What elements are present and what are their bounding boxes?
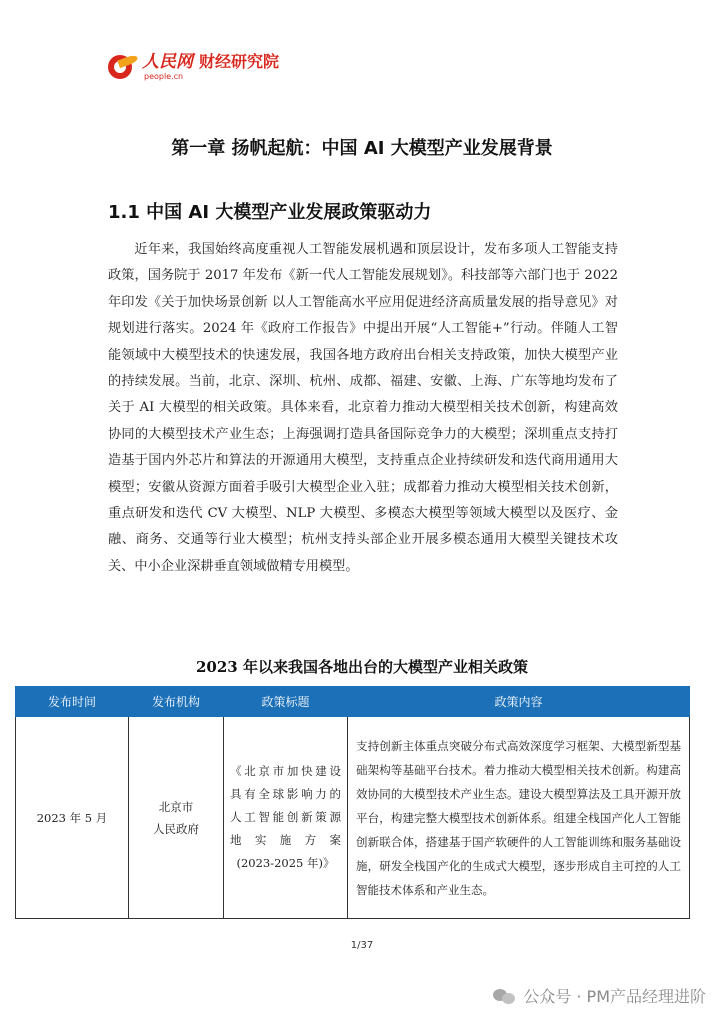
title-line: 《北京市加快建设 xyxy=(230,764,341,778)
header-content: 政策内容 xyxy=(348,687,690,717)
org-line: 人民政府 xyxy=(153,821,199,836)
table-row xyxy=(16,717,690,919)
logo-mark-icon xyxy=(108,54,134,80)
people-cn-logo xyxy=(108,52,279,82)
wechat-icon xyxy=(493,987,515,1005)
page-number: 1/37 xyxy=(350,940,374,951)
section-title: 1.1 中国 AI 大模型产业发展政策驱动力 xyxy=(108,202,432,223)
title-line: 地 实 施 方 案 xyxy=(230,833,341,847)
title-line: (2023-2025 年)》 xyxy=(236,856,335,870)
chapter-title: 第一章 扬帆起航：中国 AI 大模型产业发展背景 xyxy=(171,138,553,159)
table-caption: 2023 年以来我国各地出台的大模型产业相关政策 xyxy=(196,658,528,676)
title-line: 人工智能创新策源 xyxy=(230,810,341,824)
cell-policy-title xyxy=(224,717,348,919)
org-line: 北京市 xyxy=(158,799,194,814)
header-date: 发布时间 xyxy=(16,687,129,717)
logo-brand: 人民网 xyxy=(142,51,193,72)
header-title: 政策标题 xyxy=(224,687,348,717)
logo-url: people.cn xyxy=(144,71,184,81)
watermark-text: 公众号 · PM产品经理进阶 xyxy=(523,987,706,1006)
logo-subtitle: 财经研究院 xyxy=(199,51,280,71)
body-paragraph: 近年来，我国始终高度重视人工智能发展机遇和顶层设计，发布多项人工智能支持政策，国务院于 2017 年发布《新一代人工智能发展规划》。科技部等六部门也于 2022 年印发《关于加快场景创新 以人工智能高水平应用促进经济高质量发展的指导意见》对规划进行落实。2024 年《政府工作报告》中提出开展“人工智能+”行动。伴随人工智能领域中大模型技术的快速发展，我国各地方政府出台相关支持政策，加快大模型产业的持续发展。当前，北京、深圳、杭州、成都、福建、安徽、上海、广东等地均发布了关于 AI 大模型的相关政策。具体来看，北京着力推动大模型相关技术创新，构建高效协同的大模型技术产业生态；上海强调打造具备国际竞争力的大模型；深圳重点支持打造基于国内外芯片和算法的开源通用大模型，支持重点企业持续研发和迭代商用通用大模型；安徽从资源方面着手吸引大模型企业入驻；成都着力推动大模型相关技术创新，重点研发和迭代 CV 大模型、NLP 大模型、多模态大模型等领域大模型以及医疗、金融、商务、交通等行业大模型；杭州支持头部企业开展多模态通用大模型关键技术攻关、中小企业深耕垂直领域做精专用模型。 xyxy=(108,242,618,574)
title-line: 具有全球影响力的 xyxy=(230,787,341,801)
wechat-watermark xyxy=(493,984,706,1007)
table-header-row xyxy=(16,687,690,717)
policy-table xyxy=(15,686,690,919)
cell-date: 2023 年 5 月 xyxy=(16,717,129,919)
cell-policy-content: 支持创新主体重点突破分布式高效深度学习框架、大模型新型基础架构等基础平台技术。着力推动大模型相关技术创新。构建高效协同的大模型技术产业生态。建设大模型算法及工具开源开放平台，构建完整大模型技术创新体系。组建全栈国产化人工智能创新联合体，搭建基于国产软硬件的人工智能训练和服务基础设施，研发全栈国产化的生成式大模型，逐步形成自主可控的人工智能技术体系和产业生态。 xyxy=(348,717,690,919)
header-org: 发布机构 xyxy=(129,687,224,717)
cell-org xyxy=(129,717,224,919)
